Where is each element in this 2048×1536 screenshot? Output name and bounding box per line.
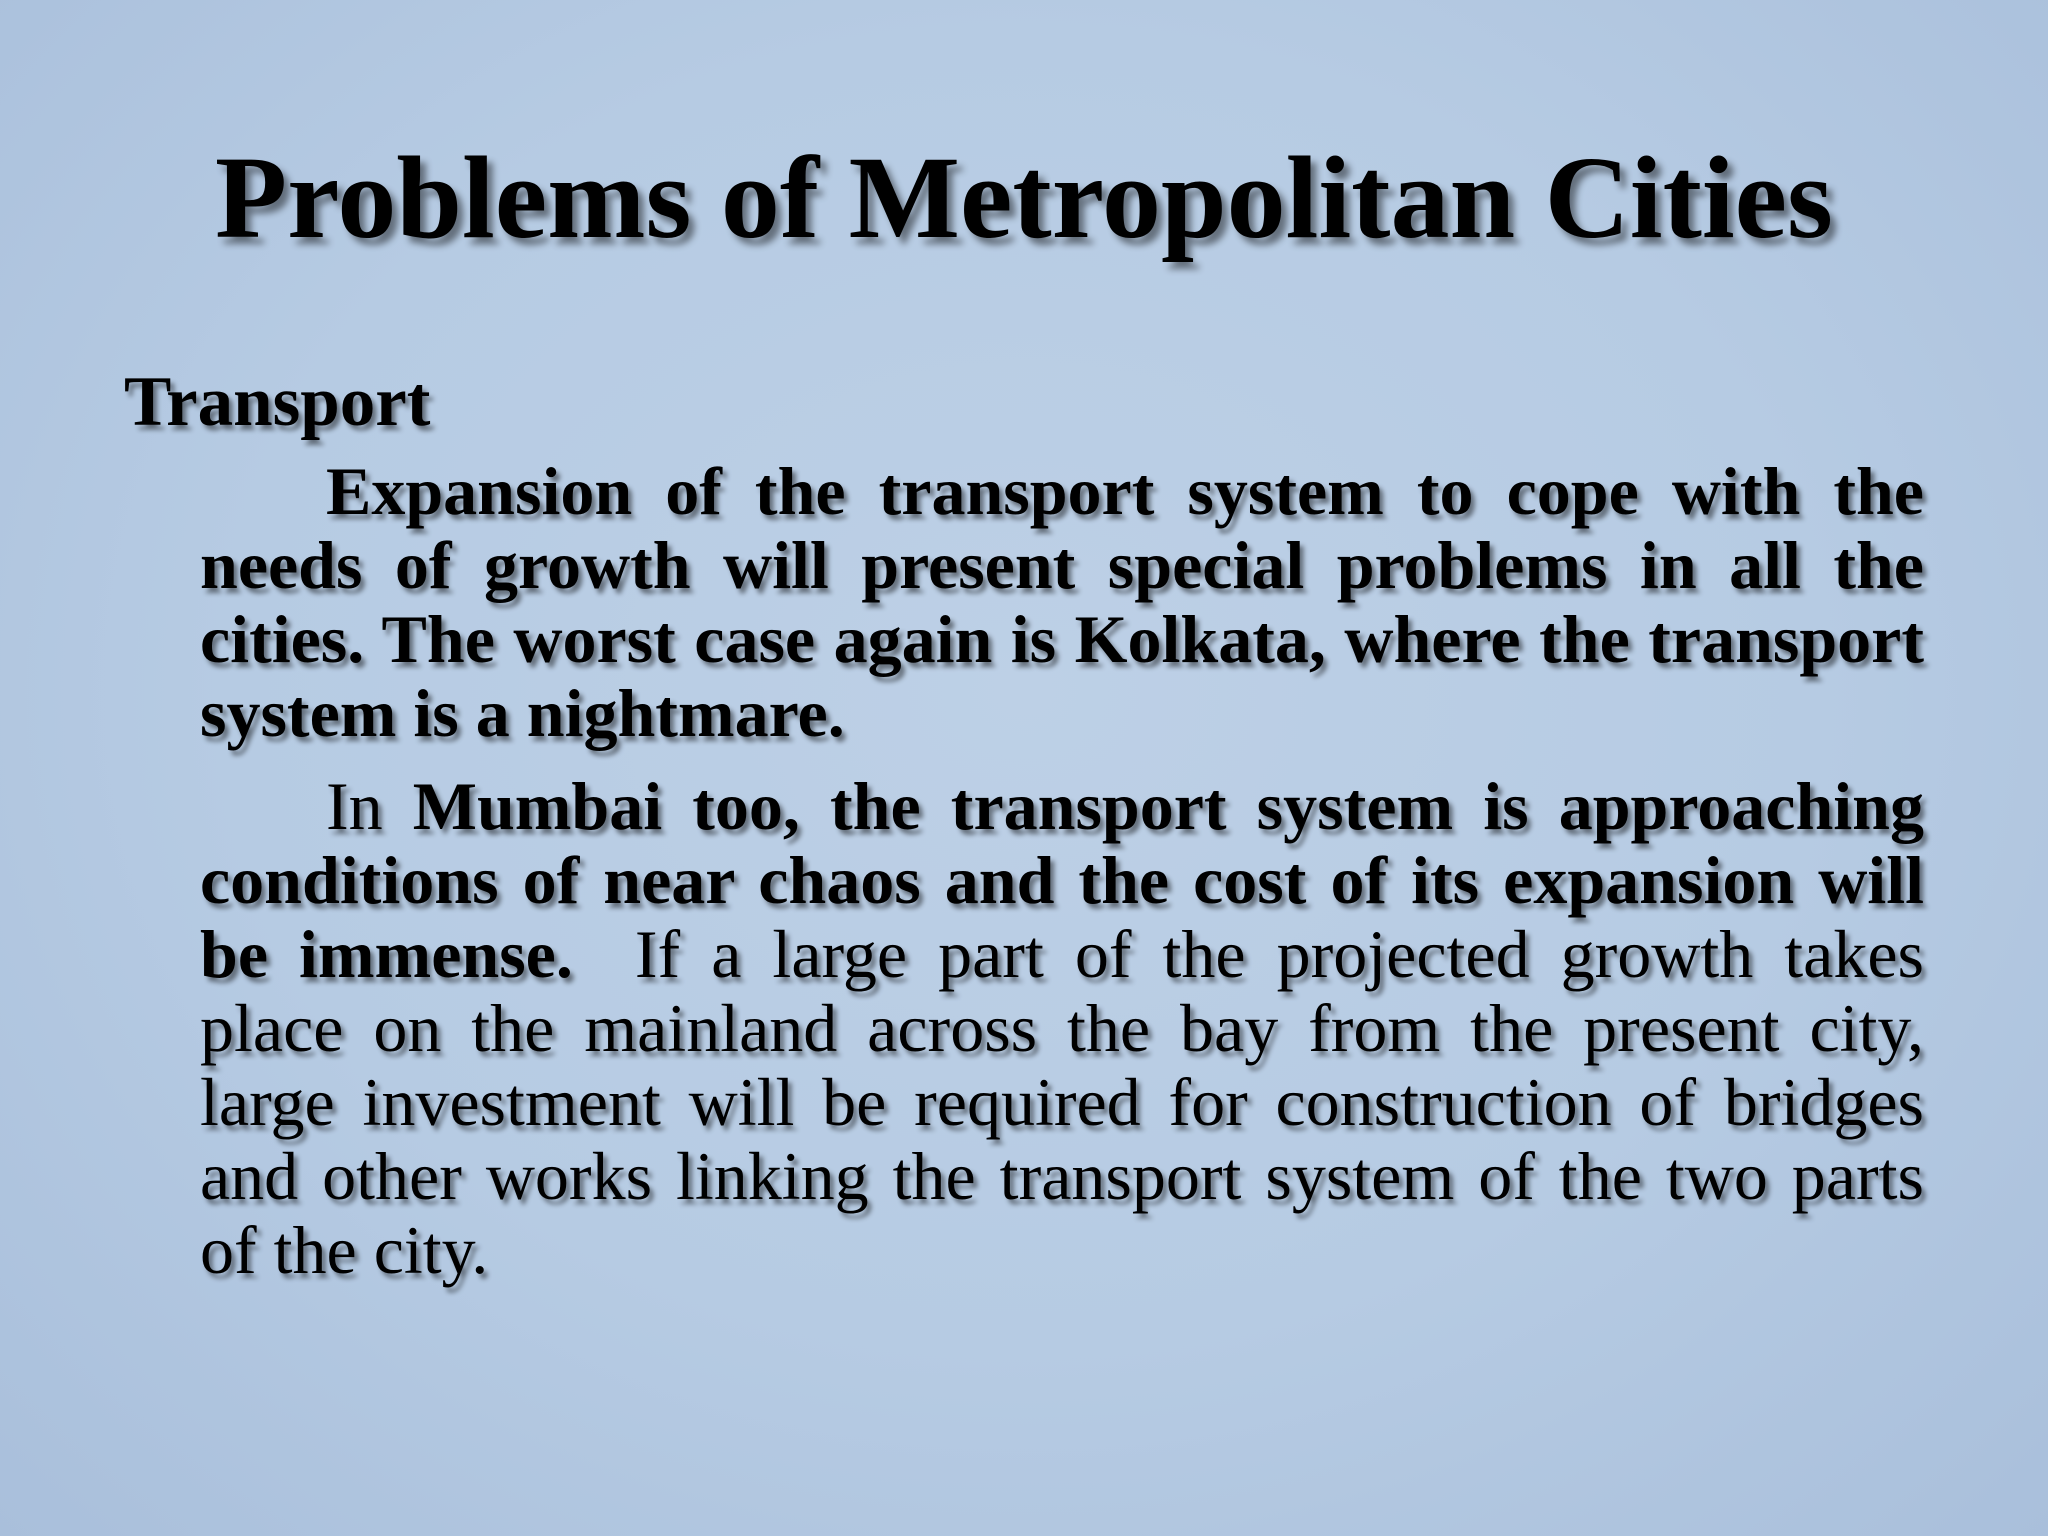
paragraph-mumbai-bold: Mumbai too, the transport system is approaching conditions of near chaos and the cost of its expansion will be immense. <box>200 768 1924 992</box>
slide-title: Problems of Metropolitan Cities <box>215 132 1833 263</box>
paragraph-mumbai-rest: If a large part of the projected growth takes place on the mainland across the bay from the present city, large investment will be required for construction of bridges and other works linking the transport system of the two parts of the city. <box>200 916 1942 1288</box>
paragraph-mumbai <box>200 768 1942 1288</box>
paragraph-expansion: Expansion of the transport system to cope with the needs of growth will present special problems in all the cities. The worst case again is Kolkata, where the transport system is a nightmare. <box>200 453 1924 751</box>
paragraph-mumbai-intro: In <box>326 768 413 844</box>
section-heading: Transport <box>124 363 431 441</box>
